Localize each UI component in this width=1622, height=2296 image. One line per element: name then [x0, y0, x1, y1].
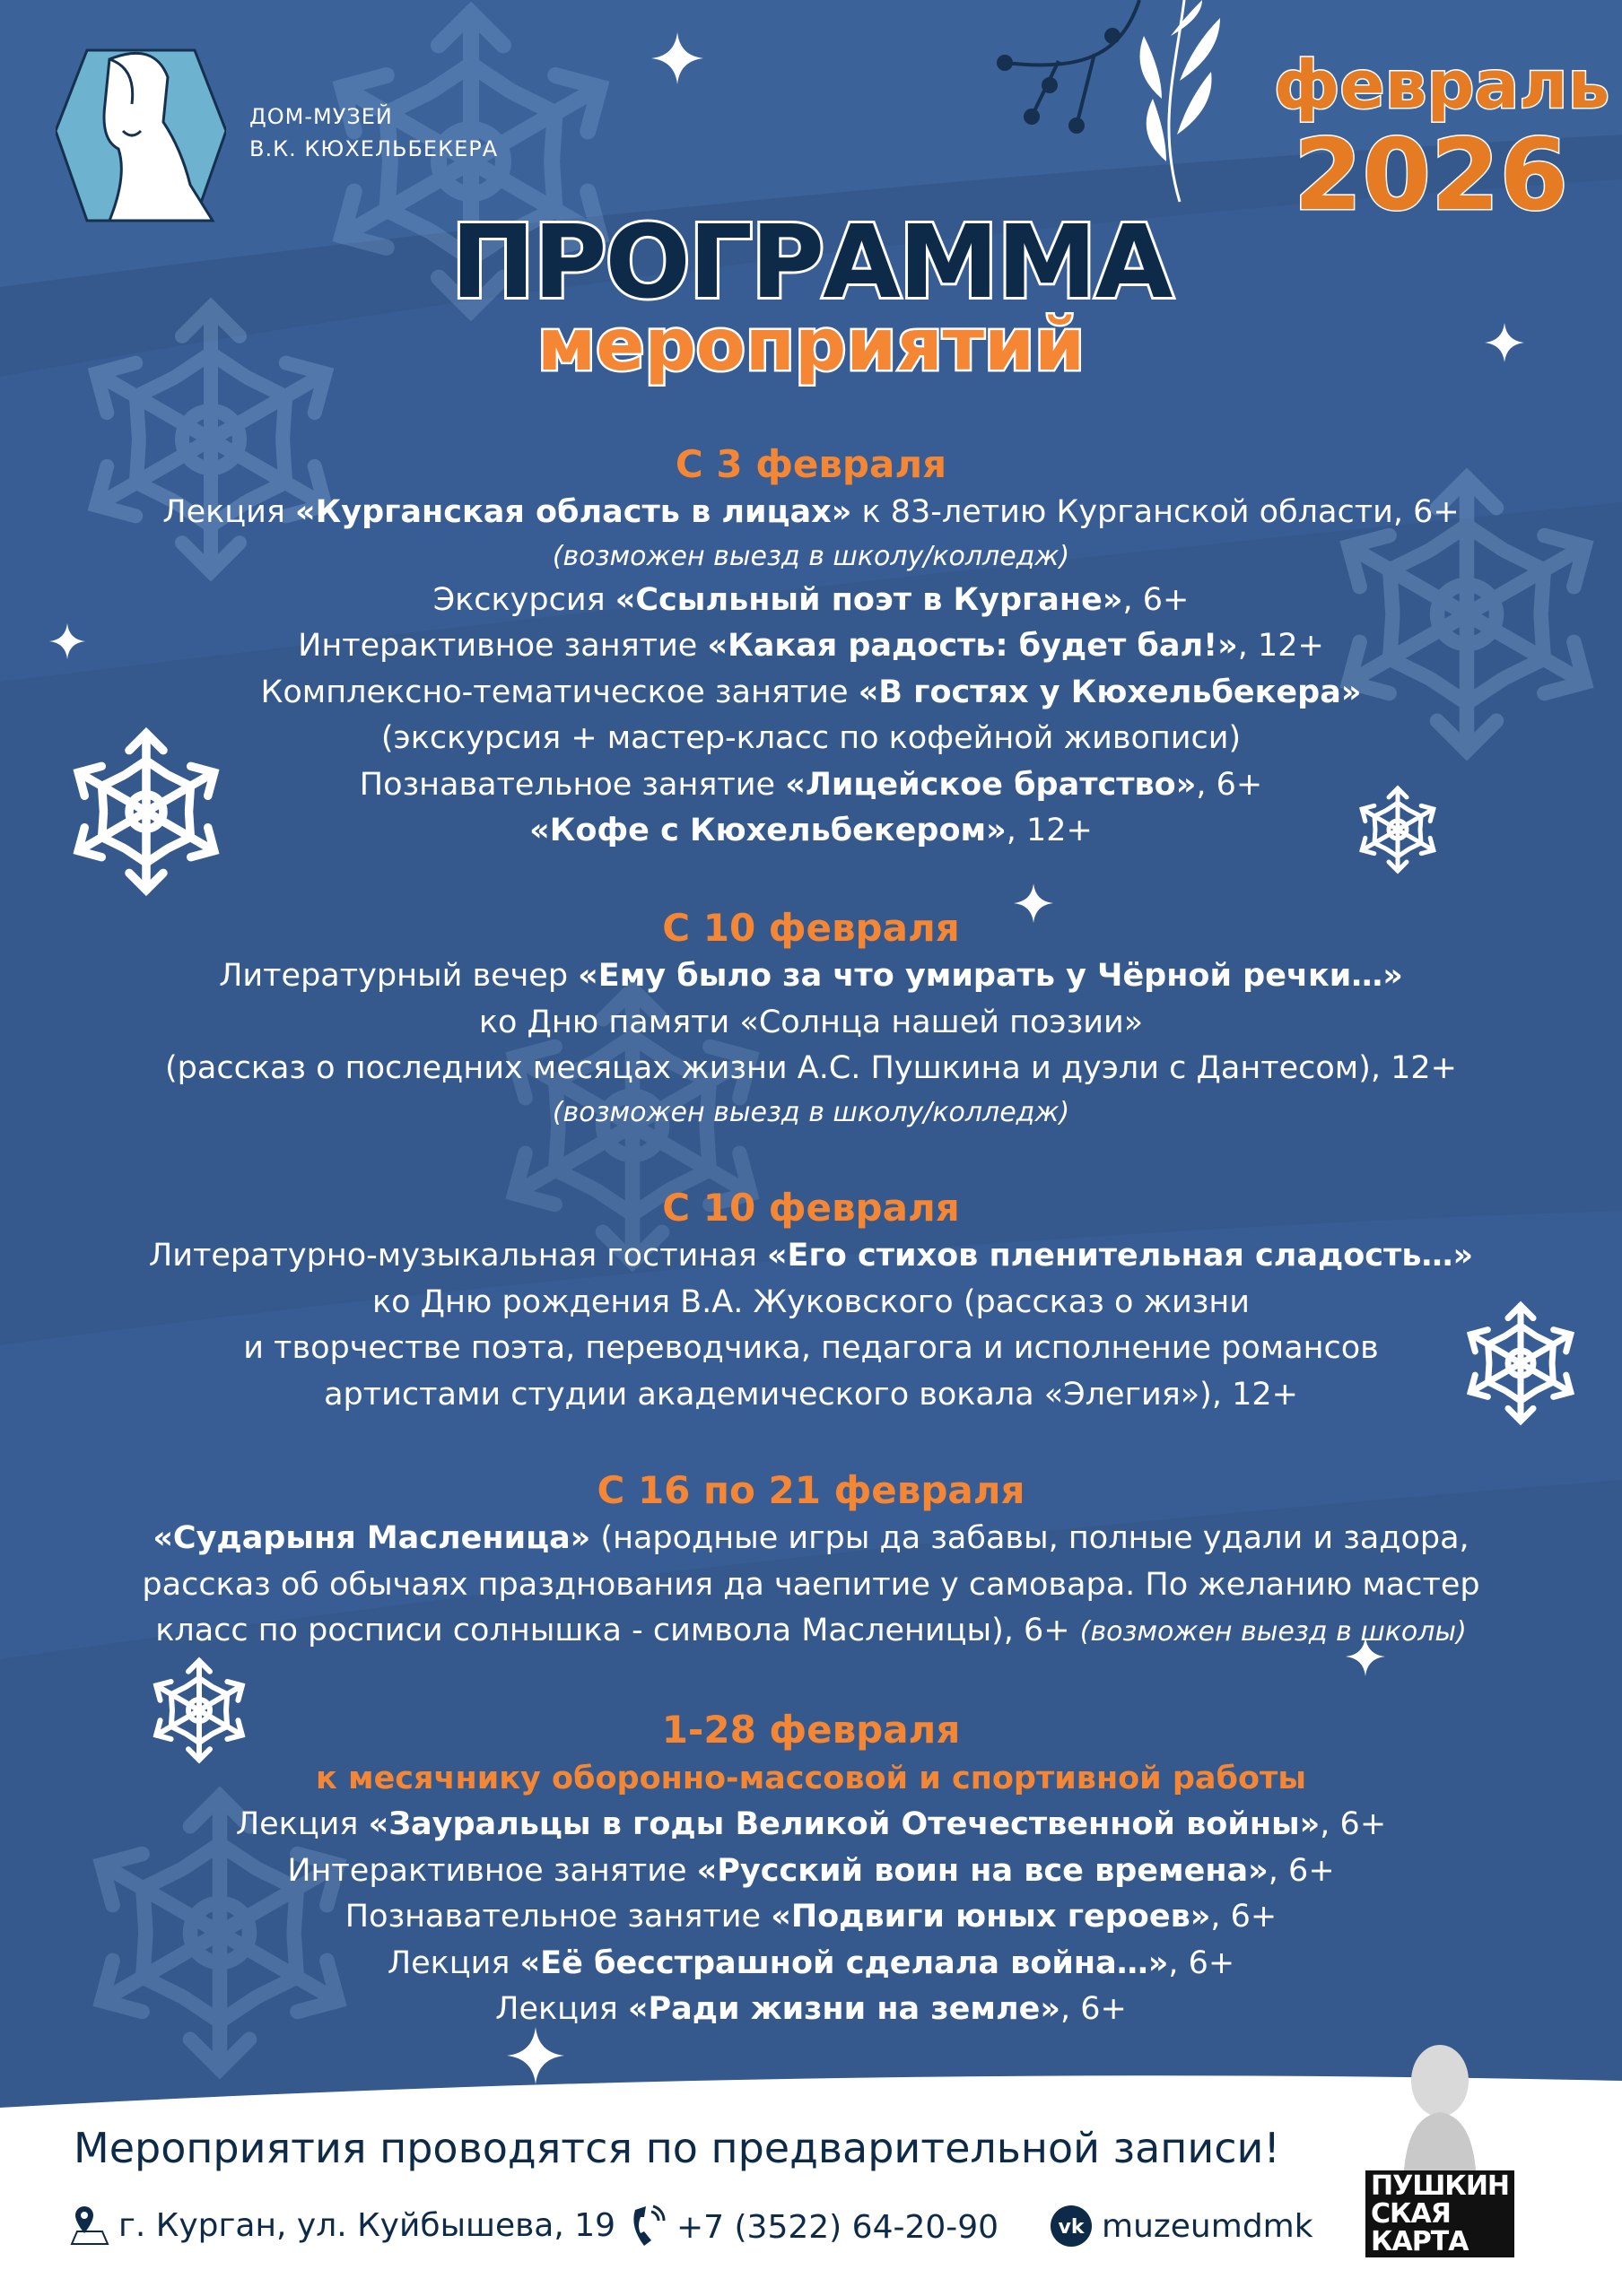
- event-line: [0, 1233, 1622, 1280]
- event-section: [0, 1183, 1622, 1418]
- event-text: (рассказ о последних месяцах жизни А.С. Пушкина и дуэли с Дантесом), 12+: [165, 1050, 1457, 1086]
- svg-text:vk: vk: [1058, 2216, 1085, 2239]
- event-title: «Подвиги юных героев»: [771, 1899, 1211, 1935]
- vk-link[interactable]: [1050, 2205, 1313, 2248]
- event-line: [0, 1000, 1622, 1047]
- event-title: «Ссыльный поэт в Кургане»: [615, 581, 1123, 618]
- pushkin-card-line2: СКАЯ: [1371, 2198, 1451, 2230]
- event-text: (народные игры да забавы, полные удали и задора,: [590, 1520, 1469, 1556]
- event-text: Интерактивное занятие: [298, 628, 708, 664]
- page-subtitle: мероприятий: [536, 303, 1086, 387]
- event-section: [0, 903, 1622, 1134]
- event-line: [0, 1941, 1622, 1987]
- sparkle-icon: [507, 2027, 564, 2084]
- event-text: , 12+: [1237, 628, 1324, 664]
- event-text: Лекция: [495, 1991, 628, 2027]
- pushkin-bust-icon: [1386, 2036, 1494, 2170]
- event-line: [0, 1894, 1622, 1941]
- event-text: (возможен выезд в школу/колледж): [552, 1096, 1070, 1128]
- event-text: артистами студии академического вокала «Элегия»), 12+: [324, 1376, 1298, 1413]
- event-text: Комплексно-тематическое занятие: [260, 674, 859, 710]
- event-text: Экскурсия: [432, 581, 615, 618]
- event-title: «В гостях у Кюхельбекера»: [858, 674, 1362, 710]
- event-line: [0, 490, 1622, 536]
- event-line: [0, 1280, 1622, 1326]
- pushkin-card-line3: КАРТА: [1371, 2226, 1469, 2257]
- address: [70, 2205, 615, 2246]
- event-text: и творчестве поэта, переводчика, педагога и исполнение романсов: [243, 1330, 1379, 1366]
- event-line: [0, 953, 1622, 1000]
- event-title: «Русский воин на все времена»: [696, 1852, 1269, 1889]
- event-text: Познавательное занятие: [359, 766, 786, 803]
- event-text: Познавательное занятие: [344, 1899, 772, 1935]
- event-text: Лекция: [235, 1806, 369, 1842]
- event-text: , 6+: [1122, 581, 1190, 618]
- event-line: [0, 1608, 1622, 1656]
- event-title: «Курганская область в лицах»: [295, 494, 852, 530]
- event-text: (экскурсия + мастер-класс по кофейной живописи): [380, 720, 1242, 756]
- event-title: «Сударыня Масленица»: [153, 1520, 591, 1556]
- event-text: , 6+: [1320, 1806, 1387, 1842]
- event-section: [0, 1465, 1622, 1656]
- event-text: к месячнику оборонно-массовой и спортивной работы: [316, 1761, 1306, 1796]
- event-title: «Кофе с Кюхельбекером»: [529, 813, 1007, 848]
- museum-logo: [56, 41, 226, 230]
- event-text: (возможен выезд в школы): [1079, 1616, 1467, 1648]
- event-title: «Лицейское братство»: [785, 766, 1197, 803]
- section-date-heading: С 3 февраля: [675, 442, 947, 486]
- event-text: , 12+: [1006, 813, 1093, 848]
- event-title: «Ему было за что умирать у Чёрной речки…»: [578, 958, 1403, 994]
- phone[interactable]: [628, 2205, 998, 2249]
- event-line: [0, 716, 1622, 762]
- event-section: [0, 1705, 1622, 2033]
- section-date-heading: С 10 февраля: [662, 906, 960, 950]
- section-date-heading: 1-28 февраля: [661, 1708, 961, 1752]
- section-date-heading: С 16 по 21 февраля: [597, 1468, 1025, 1512]
- event-text: Лекция: [162, 494, 296, 530]
- museum-name: [249, 100, 498, 165]
- sparkle-icon: [651, 32, 703, 84]
- event-title: «Какая радость: будет бал!»: [707, 628, 1238, 664]
- phone-text[interactable]: +7 (3522) 64-20-90: [676, 2208, 999, 2246]
- event-line: [0, 1562, 1622, 1609]
- event-text: ко Дню памяти «Солнца нашей поэзии»: [478, 1004, 1144, 1040]
- event-line: [0, 762, 1622, 809]
- event-line: [0, 808, 1622, 855]
- event-line: [0, 623, 1622, 670]
- event-line: [0, 578, 1622, 624]
- year-label: 2026: [1293, 117, 1569, 232]
- event-note: [0, 1092, 1622, 1134]
- event-line: [0, 1372, 1622, 1419]
- registration-notice: Мероприятия проводятся по предварительной записи!: [74, 2124, 1280, 2172]
- location-pin-icon: [70, 2205, 109, 2246]
- event-text: ко Дню рождения В.А. Жуковского (рассказ о жизни: [371, 1283, 1251, 1320]
- event-line: [0, 670, 1622, 717]
- museum-name-line1: ДОМ-МУЗЕЙ: [249, 104, 393, 129]
- event-title: «Зауральцы в годы Великой Отечественной войны»: [368, 1806, 1321, 1842]
- event-title: «Её бесстрашной сделала война…»: [519, 1944, 1169, 1981]
- event-line: [0, 1802, 1622, 1848]
- month-label: февраль: [1274, 47, 1610, 124]
- event-text: (возможен выезд в школу/колледж): [552, 540, 1070, 572]
- event-text: класс по росписи солнышка - символа Масленицы), 6+: [155, 1613, 1080, 1648]
- event-line: [0, 1987, 1622, 2033]
- event-text: к 83-летию Курганской области, 6+: [851, 494, 1460, 530]
- event-line: [0, 1848, 1622, 1895]
- event-text: Интерактивное занятие: [287, 1852, 697, 1889]
- event-text: , 6+: [1060, 1991, 1127, 2027]
- event-note: [0, 536, 1622, 578]
- museum-name-line2: В.К. КЮХЕЛЬБЕКЕРА: [249, 136, 499, 161]
- event-line: [0, 1326, 1622, 1372]
- event-section: [0, 439, 1622, 855]
- branch-decoration-icon: [978, 0, 1247, 206]
- event-title: «Ради жизни на земле»: [627, 1991, 1060, 2027]
- page-title: ПРОГРАММА: [450, 204, 1172, 321]
- phone-icon: [628, 2205, 667, 2249]
- section-subheading: [0, 1755, 1622, 1802]
- event-title: «Его стихов пленительная сладость…»: [766, 1238, 1474, 1274]
- event-text: рассказ об обычаях празднования да чаепитие у самовара. По желанию мастер: [142, 1566, 1480, 1603]
- event-line: [0, 1516, 1622, 1562]
- event-text: , 6+: [1268, 1852, 1335, 1889]
- month-badge: [1274, 45, 1610, 232]
- pushkin-card-line1: ПУШКИН: [1371, 2170, 1510, 2202]
- event-text: Литературно-музыкальная гостиная: [148, 1238, 767, 1274]
- event-text: , 6+: [1196, 766, 1263, 803]
- pushkin-card-logo: [1365, 2170, 1514, 2257]
- event-text: Литературный вечер: [219, 958, 579, 994]
- address-text: г. Курган, ул. Куйбышева, 19: [118, 2206, 616, 2244]
- event-text: , 6+: [1210, 1899, 1278, 1935]
- event-text: , 6+: [1168, 1944, 1235, 1981]
- event-line: [0, 1046, 1622, 1092]
- event-text: Лекция: [387, 1944, 520, 1981]
- section-date-heading: С 10 февраля: [662, 1186, 960, 1230]
- vk-icon: [1050, 2205, 1093, 2248]
- vk-text[interactable]: muzeumdmk: [1102, 2207, 1313, 2245]
